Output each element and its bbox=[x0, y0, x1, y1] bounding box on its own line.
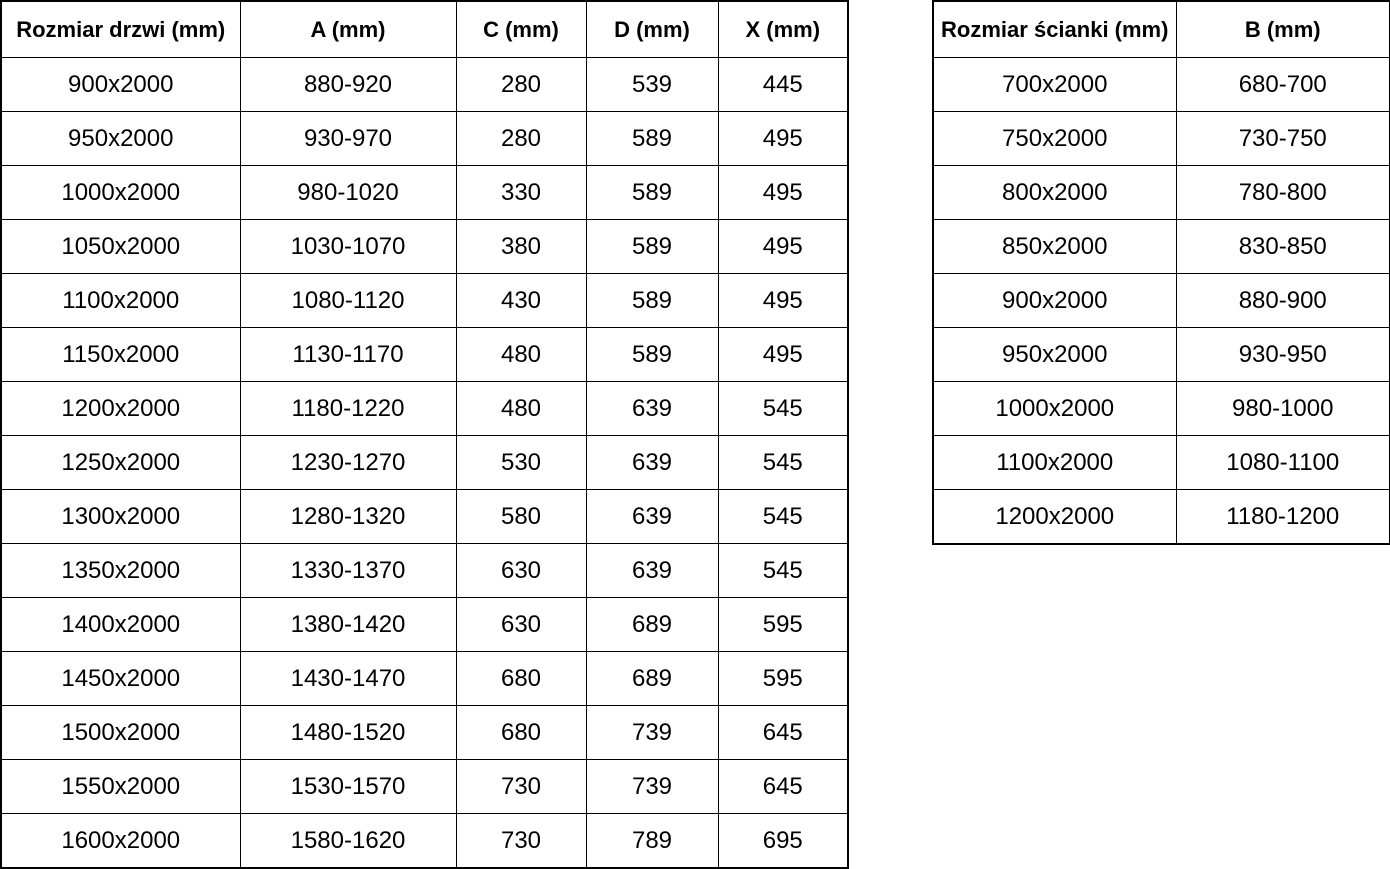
table-cell: 1080-1120 bbox=[240, 274, 456, 328]
table-cell: 280 bbox=[456, 112, 586, 166]
table-cell: 589 bbox=[586, 112, 718, 166]
table-cell: 900x2000 bbox=[1, 58, 240, 112]
table-cell: 1000x2000 bbox=[933, 382, 1176, 436]
table-row bbox=[933, 328, 1390, 382]
wall-panel-size-table-body bbox=[933, 58, 1390, 545]
table-row bbox=[1, 814, 848, 869]
table-cell: 1300x2000 bbox=[1, 490, 240, 544]
table-cell: 545 bbox=[718, 382, 848, 436]
table-row bbox=[933, 166, 1390, 220]
table-cell: 1530-1570 bbox=[240, 760, 456, 814]
table-row bbox=[1, 544, 848, 598]
table-row bbox=[1, 652, 848, 706]
table-cell: 730 bbox=[456, 760, 586, 814]
table-cell: 639 bbox=[586, 436, 718, 490]
table-cell: 1280-1320 bbox=[240, 490, 456, 544]
table-cell: 480 bbox=[456, 328, 586, 382]
table-cell: 639 bbox=[586, 382, 718, 436]
table-cell: 545 bbox=[718, 490, 848, 544]
table-cell: 639 bbox=[586, 544, 718, 598]
table-cell: 950x2000 bbox=[1, 112, 240, 166]
table-cell: 680-700 bbox=[1176, 58, 1390, 112]
table-cell: 1250x2000 bbox=[1, 436, 240, 490]
table-cell: 495 bbox=[718, 112, 848, 166]
column-header-rozmiar-drzwi: Rozmiar drzwi (mm) bbox=[1, 1, 240, 58]
table-cell: 850x2000 bbox=[933, 220, 1176, 274]
door-size-table-body bbox=[1, 58, 848, 869]
column-header-x: X (mm) bbox=[718, 1, 848, 58]
table-cell: 495 bbox=[718, 166, 848, 220]
table-row bbox=[1, 760, 848, 814]
table-cell: 589 bbox=[586, 166, 718, 220]
table-cell: 680 bbox=[456, 706, 586, 760]
table-row bbox=[1, 382, 848, 436]
table-cell: 689 bbox=[586, 598, 718, 652]
table-cell: 1480-1520 bbox=[240, 706, 456, 760]
table-cell: 545 bbox=[718, 544, 848, 598]
table-cell: 639 bbox=[586, 490, 718, 544]
table-cell: 930-970 bbox=[240, 112, 456, 166]
table-row bbox=[933, 382, 1390, 436]
table-cell: 539 bbox=[586, 58, 718, 112]
table-cell: 830-850 bbox=[1176, 220, 1390, 274]
table-cell: 1200x2000 bbox=[1, 382, 240, 436]
table-row bbox=[1, 436, 848, 490]
table-cell: 330 bbox=[456, 166, 586, 220]
table-cell: 930-950 bbox=[1176, 328, 1390, 382]
table-cell: 1180-1220 bbox=[240, 382, 456, 436]
table-row bbox=[1, 706, 848, 760]
table-cell: 950x2000 bbox=[933, 328, 1176, 382]
table-row bbox=[1, 490, 848, 544]
table-cell: 1230-1270 bbox=[240, 436, 456, 490]
table-cell: 589 bbox=[586, 328, 718, 382]
table-cell: 900x2000 bbox=[933, 274, 1176, 328]
table-cell: 739 bbox=[586, 706, 718, 760]
table-cell: 1580-1620 bbox=[240, 814, 456, 869]
table-cell: 430 bbox=[456, 274, 586, 328]
table-cell: 1130-1170 bbox=[240, 328, 456, 382]
table-cell: 1430-1470 bbox=[240, 652, 456, 706]
table-cell: 580 bbox=[456, 490, 586, 544]
table-cell: 1380-1420 bbox=[240, 598, 456, 652]
table-cell: 1180-1200 bbox=[1176, 490, 1390, 545]
table-row bbox=[933, 112, 1390, 166]
table-cell: 1050x2000 bbox=[1, 220, 240, 274]
table-cell: 445 bbox=[718, 58, 848, 112]
table-cell: 280 bbox=[456, 58, 586, 112]
table-cell: 545 bbox=[718, 436, 848, 490]
table-cell: 1350x2000 bbox=[1, 544, 240, 598]
table-cell: 1330-1370 bbox=[240, 544, 456, 598]
table-cell: 1100x2000 bbox=[933, 436, 1176, 490]
table-row bbox=[1, 166, 848, 220]
table-row bbox=[933, 436, 1390, 490]
table-cell: 645 bbox=[718, 760, 848, 814]
table-cell: 789 bbox=[586, 814, 718, 869]
table-row bbox=[1, 598, 848, 652]
table-cell: 1550x2000 bbox=[1, 760, 240, 814]
table-cell: 495 bbox=[718, 328, 848, 382]
column-header-a: A (mm) bbox=[240, 1, 456, 58]
wall-panel-size-table bbox=[932, 0, 1390, 545]
table-cell: 1000x2000 bbox=[1, 166, 240, 220]
table-cell: 695 bbox=[718, 814, 848, 869]
table-cell: 800x2000 bbox=[933, 166, 1176, 220]
table-row bbox=[933, 58, 1390, 112]
table-cell: 680 bbox=[456, 652, 586, 706]
table-cell: 595 bbox=[718, 652, 848, 706]
table-cell: 1600x2000 bbox=[1, 814, 240, 869]
table-cell: 780-800 bbox=[1176, 166, 1390, 220]
column-header-b: B (mm) bbox=[1176, 1, 1390, 58]
table-cell: 739 bbox=[586, 760, 718, 814]
column-header-d: D (mm) bbox=[586, 1, 718, 58]
wall-table-header-row bbox=[933, 1, 1390, 58]
table-cell: 495 bbox=[718, 274, 848, 328]
table-cell: 1080-1100 bbox=[1176, 436, 1390, 490]
table-cell: 689 bbox=[586, 652, 718, 706]
column-header-rozmiar-scianki: Rozmiar ścianki (mm) bbox=[933, 1, 1176, 58]
table-cell: 380 bbox=[456, 220, 586, 274]
table-row bbox=[1, 112, 848, 166]
table-row bbox=[1, 58, 848, 112]
table-cell: 589 bbox=[586, 220, 718, 274]
table-row bbox=[1, 328, 848, 382]
table-cell: 630 bbox=[456, 544, 586, 598]
table-row bbox=[933, 274, 1390, 328]
table-cell: 1200x2000 bbox=[933, 490, 1176, 545]
table-cell: 980-1020 bbox=[240, 166, 456, 220]
table-cell: 1100x2000 bbox=[1, 274, 240, 328]
table-cell: 730-750 bbox=[1176, 112, 1390, 166]
table-cell: 480 bbox=[456, 382, 586, 436]
table-cell: 980-1000 bbox=[1176, 382, 1390, 436]
table-row bbox=[1, 274, 848, 328]
table-cell: 1150x2000 bbox=[1, 328, 240, 382]
table-row bbox=[1, 220, 848, 274]
table-cell: 495 bbox=[718, 220, 848, 274]
table-cell: 595 bbox=[718, 598, 848, 652]
table-cell: 750x2000 bbox=[933, 112, 1176, 166]
table-cell: 700x2000 bbox=[933, 58, 1176, 112]
table-cell: 530 bbox=[456, 436, 586, 490]
table-cell: 730 bbox=[456, 814, 586, 869]
table-row bbox=[933, 220, 1390, 274]
table-cell: 1030-1070 bbox=[240, 220, 456, 274]
table-cell: 1450x2000 bbox=[1, 652, 240, 706]
column-header-c: C (mm) bbox=[456, 1, 586, 58]
table-cell: 630 bbox=[456, 598, 586, 652]
table-cell: 589 bbox=[586, 274, 718, 328]
table-cell: 880-920 bbox=[240, 58, 456, 112]
door-table-header-row bbox=[1, 1, 848, 58]
table-cell: 1400x2000 bbox=[1, 598, 240, 652]
table-cell: 645 bbox=[718, 706, 848, 760]
table-row bbox=[933, 490, 1390, 545]
table-cell: 1500x2000 bbox=[1, 706, 240, 760]
table-cell: 880-900 bbox=[1176, 274, 1390, 328]
